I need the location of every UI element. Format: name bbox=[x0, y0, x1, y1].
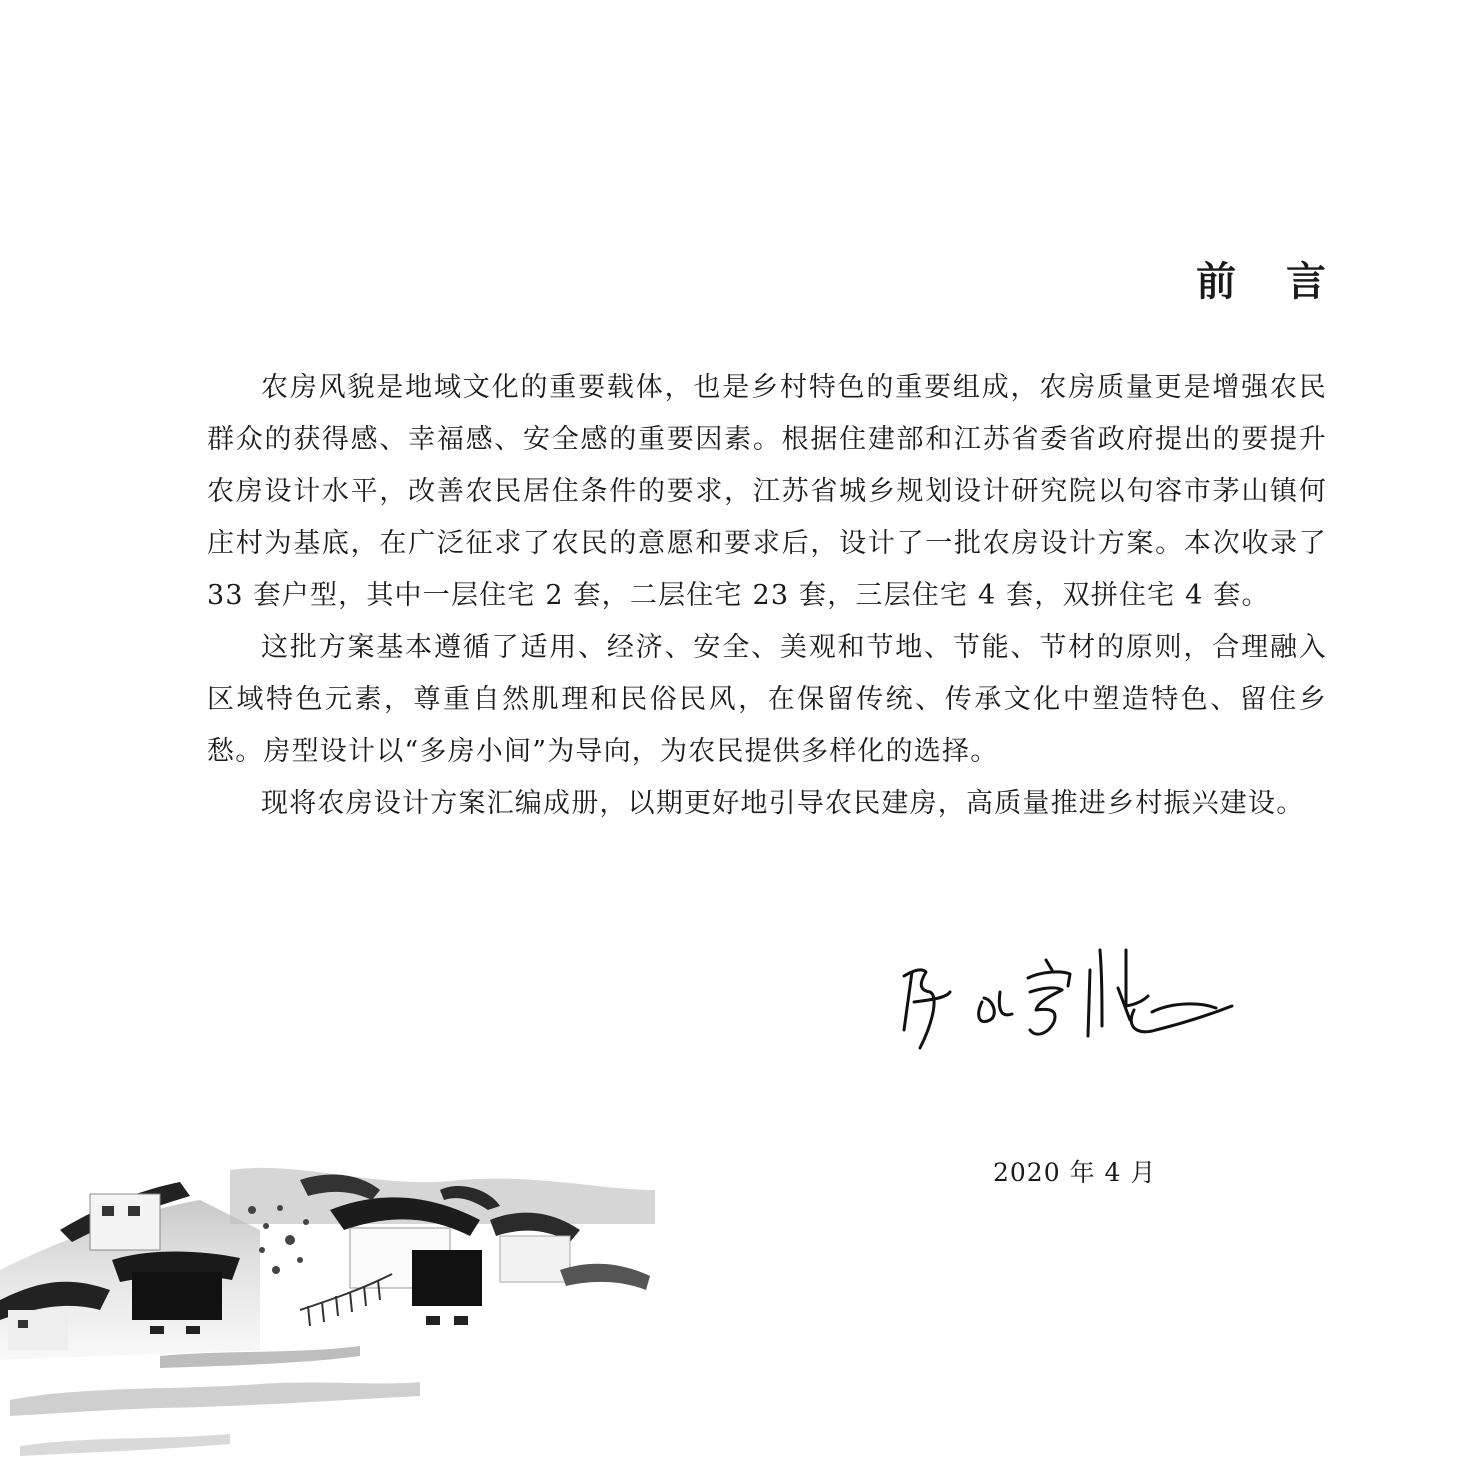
paragraph-3: 现将农房设计方案汇编成册，以期更好地引导农民建房，高质量推进乡村振兴建设。 bbox=[261, 788, 1305, 819]
signature-image bbox=[890, 930, 1240, 1070]
preface-body bbox=[207, 362, 1327, 830]
paragraph-1: 农房风貌是地域文化的重要载体，也是乡村特色的重要组成，农房质量更是增强农民群众的获得感、幸福感、安全感的重要因素。根据住建部和江苏省委省政府提出的要提升农房设计水平，改善农民居住条件的要求，江苏省城乡规划设计研究院以句容市茅山镇何庄村为基底，在广泛征求了农民的意愿和要求后，设计了一批农房设计方案。本次收录了 33 套户型，其中一层住宅 2 套，二层住宅 23 套，三层住宅 4 套，双拼住宅 4 套。 bbox=[207, 372, 1327, 611]
date-line: 2020 年 4 月 bbox=[993, 1158, 1157, 1187]
ink-village-illustration bbox=[0, 1150, 660, 1476]
page-title: 前 言 bbox=[1196, 259, 1344, 305]
paragraph-2: 这批方案基本遵循了适用、经济、安全、美观和节地、节能、节材的原则，合理融入区域特色元素，尊重自然肌理和民俗民风，在保留传统、传承文化中塑造特色、留住乡愁。房型设计以“多房小间”为导向，为农民提供多样化的选择。 bbox=[207, 632, 1327, 767]
